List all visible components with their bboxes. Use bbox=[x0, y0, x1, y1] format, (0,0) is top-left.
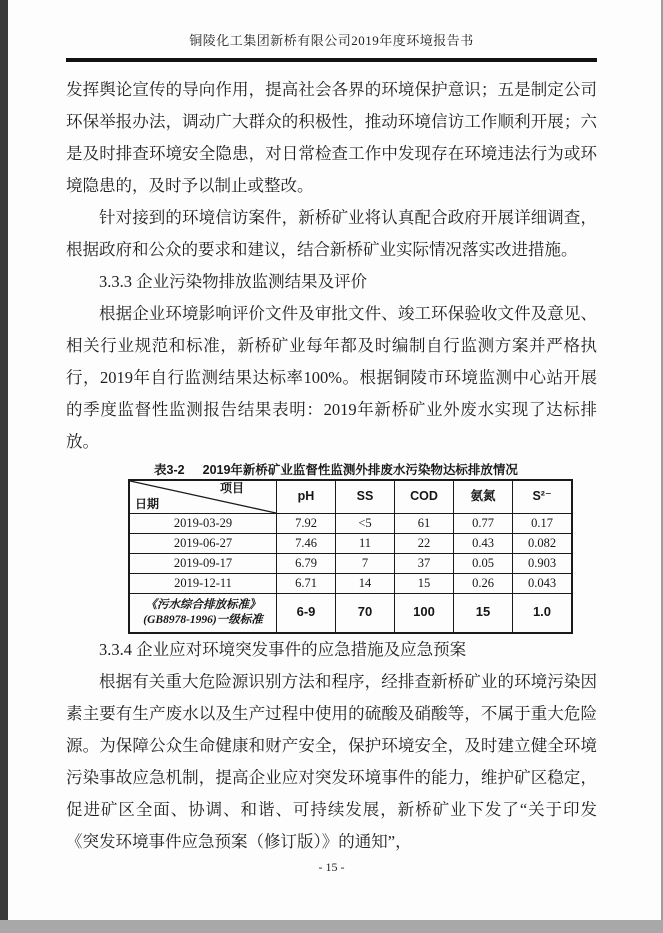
table-row bbox=[129, 533, 572, 553]
document-header-title: 铜陵化工集团新桥有限公司2019年度环境报告书 bbox=[189, 33, 474, 48]
column-header-cod: COD bbox=[395, 480, 454, 514]
value-cell: 0.43 bbox=[454, 533, 513, 553]
date-cell: 2019-12-11 bbox=[129, 573, 277, 593]
paragraph-complaints: 针对接到的环境信访案件，新桥矿业将认真配合政府开展详细调查，根据政府和公众的要求和建议，结合新桥矿业实际情况落实改进措施。 bbox=[66, 207, 597, 259]
table-header-row bbox=[129, 480, 572, 514]
value-cell: 7 bbox=[336, 553, 395, 573]
value-cell: 6.79 bbox=[277, 553, 336, 573]
standard-value-cell: 100 bbox=[395, 593, 454, 633]
table-row bbox=[129, 573, 572, 593]
document-body bbox=[66, 74, 597, 858]
table-row bbox=[129, 513, 572, 533]
section-heading-3-3-4: 3.3.4 企业应对环境突发事件的应急措施及应急预案 bbox=[99, 639, 467, 659]
value-cell: 0.05 bbox=[454, 553, 513, 573]
corner-label-date: 日期 bbox=[135, 496, 160, 511]
paragraph-emergency: 根据有关重大危险源识别方法和程序，经排查新桥矿业的环境污染因素主要有生产废水以及生产过程中使用的硫酸及硝酸等，不属于重大危险源。为保障公众生命健康和财产安全，保护环境安全，及时建立健全环境污染事故应急机制，提高企业应对突发环境事件的能力，维护矿区稳定，促进矿区全面、协调、和谐、可持续发展，新桥矿业下发了“关于印发《突发环境事件应急预案（修订版）》的通知”， bbox=[66, 671, 597, 851]
standard-value-cell: 15 bbox=[454, 593, 513, 633]
standard-label-line1: 《污水综合排放标准》 bbox=[145, 598, 261, 611]
scan-bottom-edge bbox=[0, 920, 663, 933]
corner-label-item: 项目 bbox=[219, 480, 244, 495]
section-heading-3-3-3: 3.3.3 企业污染物排放监测结果及评价 bbox=[99, 271, 368, 291]
table-corner-cell bbox=[129, 480, 277, 514]
value-cell: <5 bbox=[336, 513, 395, 533]
value-cell: 61 bbox=[395, 513, 454, 533]
value-cell: 7.92 bbox=[277, 513, 336, 533]
wastewater-monitoring-table bbox=[128, 479, 573, 634]
standard-limits-row bbox=[129, 593, 572, 633]
value-cell: 0.26 bbox=[454, 573, 513, 593]
value-cell: 0.043 bbox=[513, 573, 573, 593]
date-cell: 2019-06-27 bbox=[129, 533, 277, 553]
date-cell: 2019-09-17 bbox=[129, 553, 277, 573]
value-cell: 0.17 bbox=[513, 513, 573, 533]
table-caption-label: 表3-2 bbox=[154, 462, 185, 477]
value-cell: 0.903 bbox=[513, 553, 573, 573]
standard-label-line2: (GB8978-1996)一级标准 bbox=[143, 613, 263, 626]
value-cell: 14 bbox=[336, 573, 395, 593]
paragraph-continuation: 发挥舆论宣传的导向作用，提高社会各界的环境保护意识；五是制定公司环保举报办法，调动广大群众的积极性，推动环境信访工作顺利开展；六是及时排查环境安全隐患，对日常检查工作中发现存在环境违法行为或环境隐患的，及时予以制止或整改。 bbox=[66, 79, 597, 195]
date-cell: 2019-03-29 bbox=[129, 513, 277, 533]
table-row bbox=[129, 553, 572, 573]
column-header-nh3n: 氨氮 bbox=[454, 480, 513, 514]
column-header-sulfide: S²⁻ bbox=[513, 480, 573, 514]
value-cell: 11 bbox=[336, 533, 395, 553]
value-cell: 15 bbox=[395, 573, 454, 593]
header-rule bbox=[66, 58, 597, 62]
standard-value-cell: 1.0 bbox=[513, 593, 573, 633]
page-content bbox=[66, 30, 597, 858]
table-caption-title: 2019年新桥矿业监督性监测外排废水污染物达标排放情况 bbox=[202, 462, 518, 477]
page-number: - 15 - bbox=[318, 860, 345, 874]
value-cell: 37 bbox=[395, 553, 454, 573]
paragraph-monitoring: 根据企业环境影响评价文件及审批文件、竣工环保验收文件及意见、相关行业规范和标准，新桥矿业每年都及时编制自行监测方案并严格执行，2019年自行监测结果达标率100%。根据铜陵市环境监测中心站开展的季度监督性监测报告结果表明：2019年新桥矿业外废水实现了达标排放。 bbox=[66, 303, 597, 451]
value-cell: 22 bbox=[395, 533, 454, 553]
standard-label-cell bbox=[129, 593, 277, 633]
scan-left-edge bbox=[0, 0, 8, 933]
column-header-ss: SS bbox=[336, 480, 395, 514]
value-cell: 7.46 bbox=[277, 533, 336, 553]
value-cell: 6.71 bbox=[277, 573, 336, 593]
column-header-ph: pH bbox=[277, 480, 336, 514]
standard-value-cell: 70 bbox=[336, 593, 395, 633]
value-cell: 0.77 bbox=[454, 513, 513, 533]
value-cell: 0.082 bbox=[513, 533, 573, 553]
table-caption bbox=[128, 462, 544, 478]
standard-value-cell: 6-9 bbox=[277, 593, 336, 633]
